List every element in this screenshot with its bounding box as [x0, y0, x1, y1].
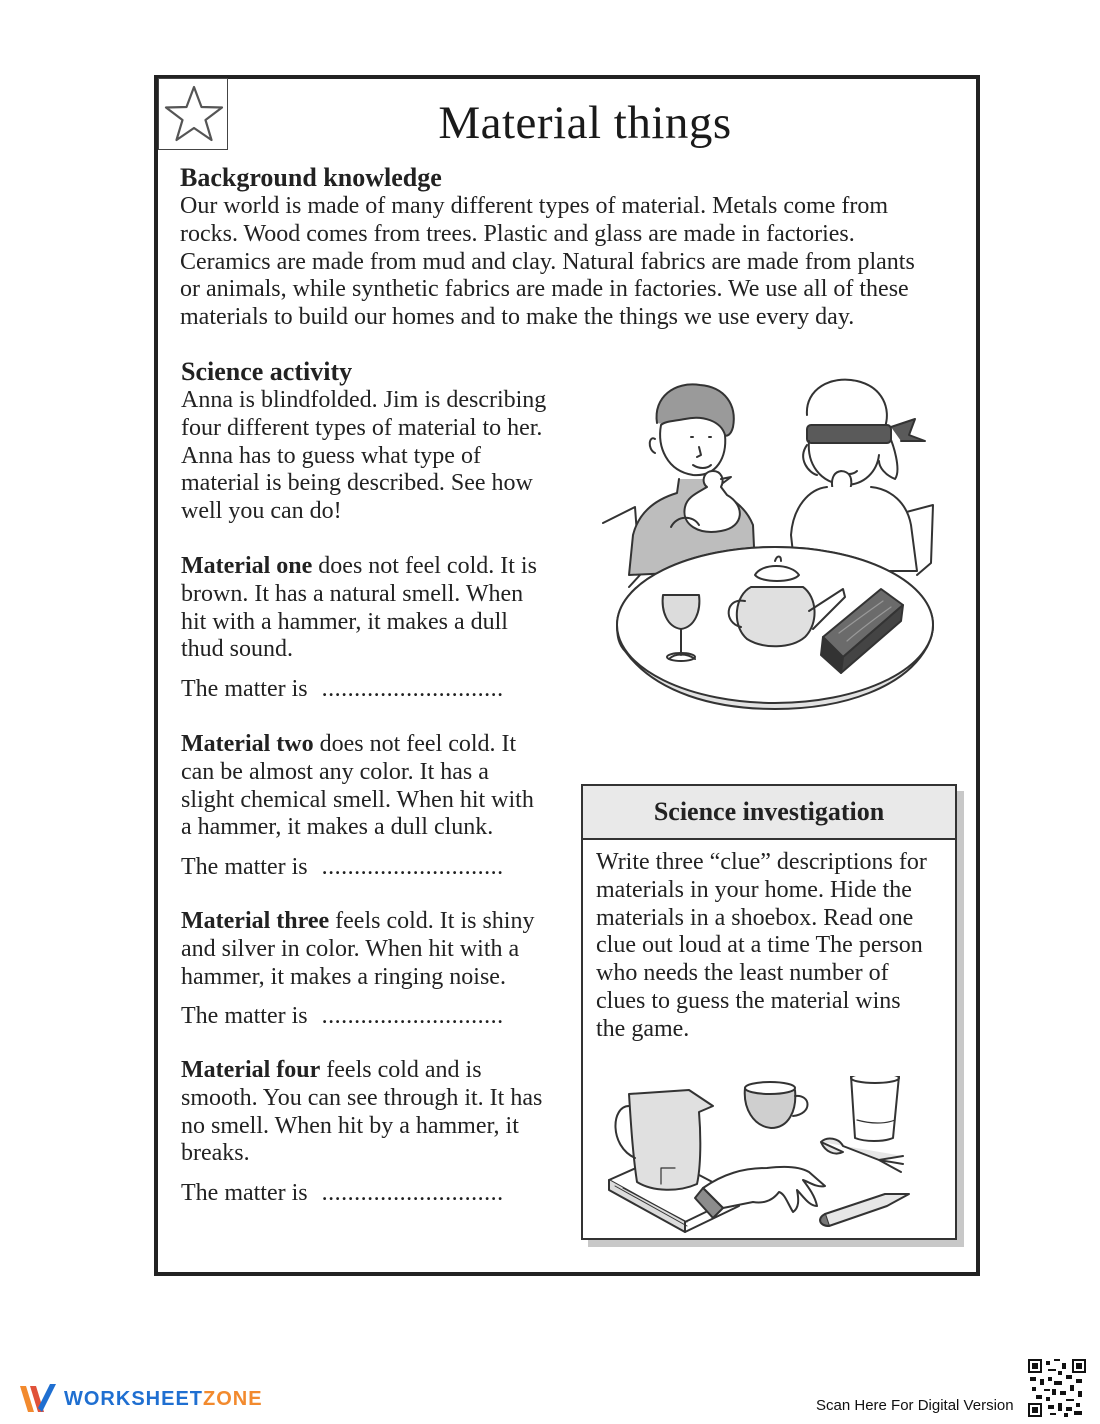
material-label: Material one [181, 553, 313, 579]
investigation-line: materials in your home. Hide the [596, 876, 912, 903]
star-icon [159, 79, 229, 151]
material-label: Material two [181, 731, 314, 757]
material-text: does not feel cold. It is [312, 553, 537, 579]
material-text: hammer, it makes a ringing noise. [181, 963, 506, 990]
activity-line: Anna has to guess what type of [181, 442, 481, 469]
children-table-illustration [595, 375, 940, 725]
material-text: brown. It has a natural smell. When [181, 580, 524, 607]
activity-paragraph [181, 387, 581, 526]
material-text: feels cold and is [320, 1057, 482, 1083]
investigation-line: clue out loud at a time The person [596, 932, 923, 959]
material-text: smooth. You can see through it. It has [181, 1084, 543, 1111]
page-title: Material things [438, 97, 732, 149]
worksheetzone-logo-icon [18, 1382, 58, 1416]
material-one-description [181, 553, 581, 664]
activity-line: material is being described. See how [181, 470, 533, 497]
answer-blank[interactable]: ............................ [321, 854, 504, 880]
answer-blank[interactable]: ............................ [321, 676, 504, 702]
qr-code-icon[interactable] [1028, 1359, 1086, 1417]
answer-prompt: The matter is [181, 1003, 308, 1029]
background-line: materials to build our homes and to make the things we use every day. [180, 304, 855, 331]
material-text: breaks. [181, 1140, 250, 1167]
answer-prompt: The matter is [181, 1180, 308, 1206]
material-label: Material four [181, 1057, 321, 1083]
material-text: hit with a hammer, it makes a dull [181, 608, 508, 635]
background-line: Ceramics are made from mud and clay. Natural fabrics are made from plants [180, 248, 915, 275]
background-heading: Background knowledge [180, 163, 442, 192]
answer-line-4[interactable] [181, 1180, 504, 1207]
answer-prompt: The matter is [181, 854, 308, 880]
worksheetzone-logo[interactable] [18, 1382, 263, 1416]
activity-heading: Science activity [181, 357, 353, 386]
material-three-description [181, 908, 581, 991]
material-text: a hammer, it makes a dull clunk. [181, 814, 494, 841]
scan-caption: Scan Here For Digital Version [816, 1397, 1014, 1414]
material-text: thud sound. [181, 636, 294, 663]
answer-line-3[interactable] [181, 1003, 504, 1030]
star-box [158, 78, 228, 150]
answer-blank[interactable]: ............................ [321, 1003, 504, 1029]
material-label: Material three [181, 908, 330, 934]
material-text: no smell. When hit by a hammer, it [181, 1112, 519, 1139]
investigation-heading: Science investigation [583, 786, 955, 840]
investigation-line: materials in a shoebox. Read one [596, 904, 914, 931]
household-objects-illustration [603, 1076, 943, 1236]
material-text: does not feel cold. It [313, 731, 517, 757]
background-line: or animals, while synthetic fabrics are made in factories. We use all of these [180, 276, 909, 303]
background-line: Our world is made of many different types of material. Metals come from [180, 193, 889, 219]
investigation-line: the game. [596, 1015, 690, 1042]
investigation-box [581, 784, 957, 1240]
brand-name: WORKSHEETZONE [64, 1387, 263, 1410]
answer-line-2[interactable] [181, 854, 504, 881]
investigation-line: clues to guess the material wins [596, 987, 901, 1014]
material-text: feels cold. It is shiny [329, 908, 535, 934]
activity-line: well you can do! [181, 498, 342, 525]
background-paragraph [180, 193, 940, 332]
investigation-paragraph [596, 849, 946, 1044]
material-text: slight chemical smell. When hit with [181, 786, 534, 813]
activity-line: four different types of material to her. [181, 414, 543, 441]
activity-line: Anna is blindfolded. Jim is describing [181, 387, 547, 413]
background-line: rocks. Wood comes from trees. Plastic and glass are made in factories. [180, 220, 855, 247]
answer-prompt: The matter is [181, 676, 308, 702]
material-text: and silver in color. When hit with a [181, 935, 520, 962]
material-four-description [181, 1057, 581, 1168]
answer-line-1[interactable] [181, 676, 504, 703]
investigation-line: who needs the least number of [596, 960, 889, 987]
material-text: can be almost any color. It has a [181, 758, 489, 785]
answer-blank[interactable]: ............................ [321, 1180, 504, 1206]
material-two-description [181, 731, 581, 842]
investigation-line: Write three “clue” descriptions for [596, 849, 927, 875]
